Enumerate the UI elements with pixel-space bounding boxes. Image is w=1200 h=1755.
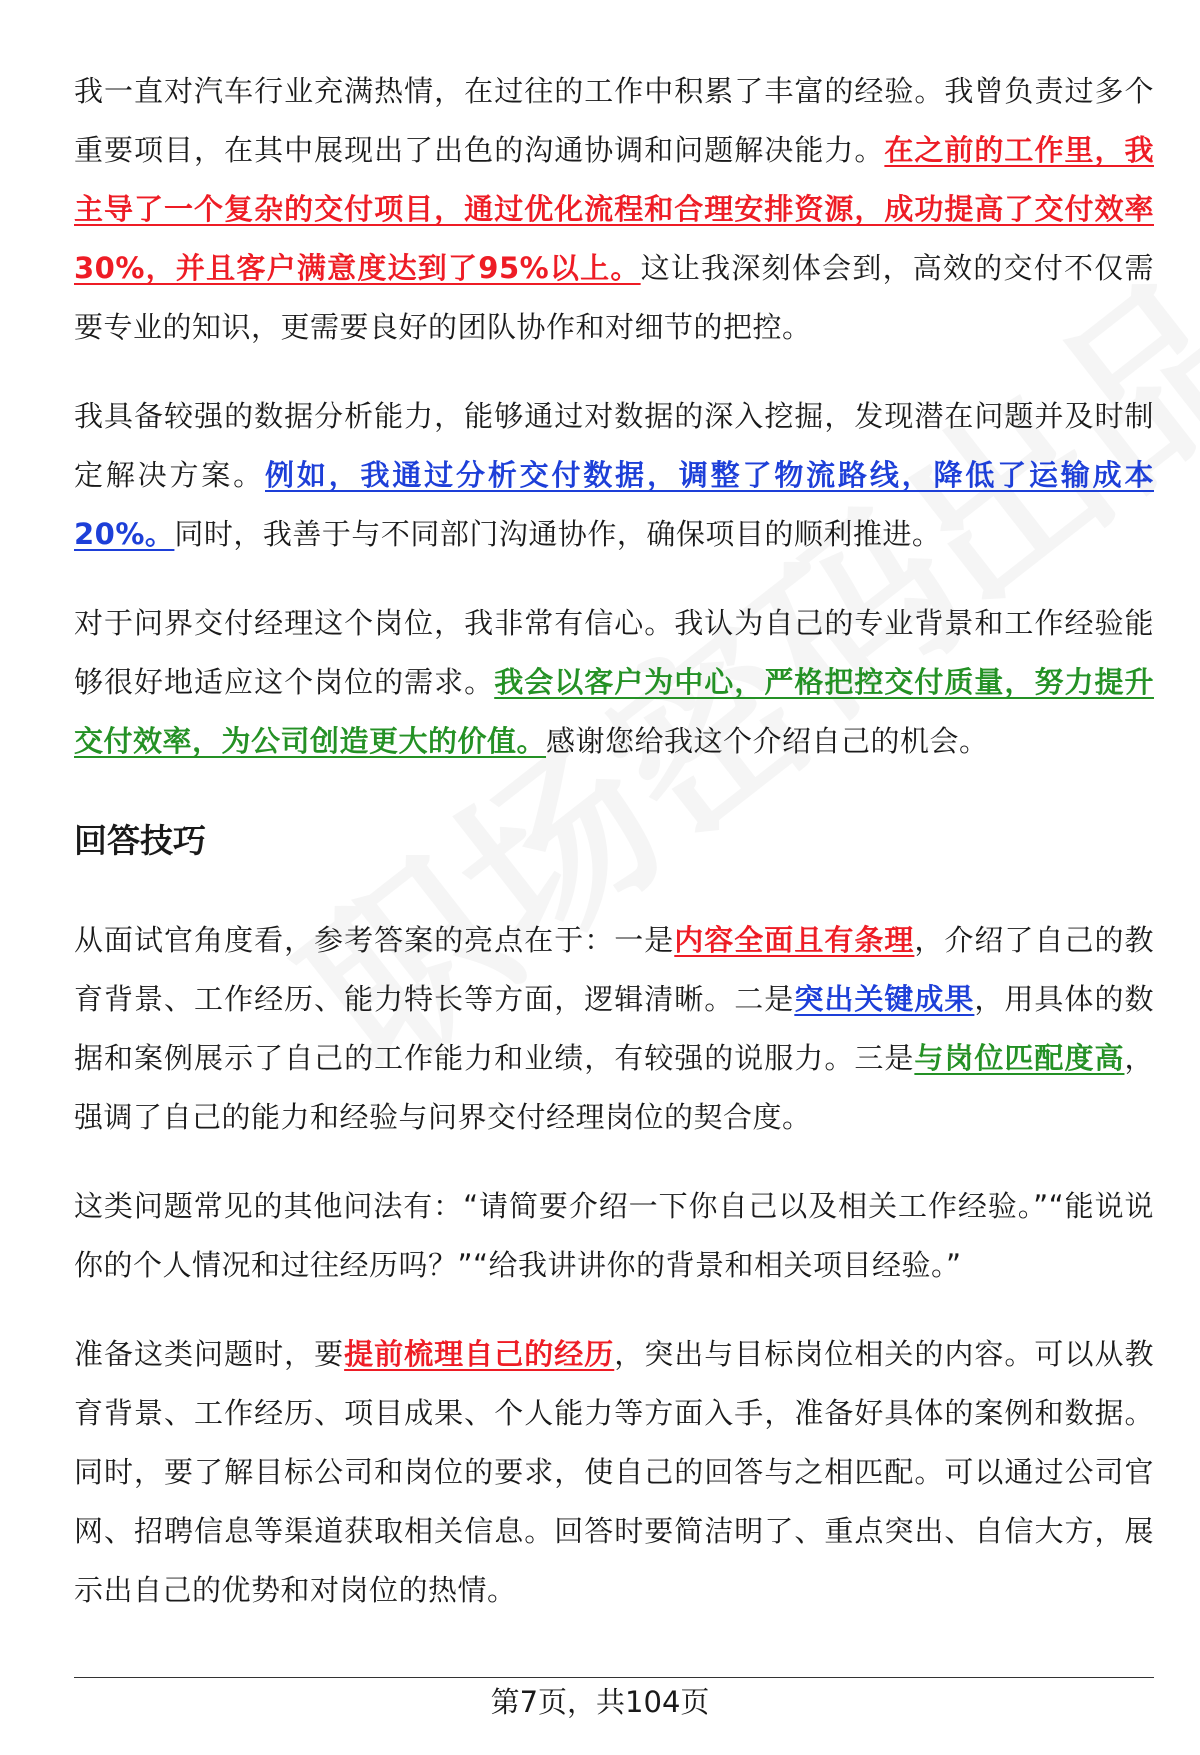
highlight-green: 我会以客户为中心，严格把控交付质量，努力提升交付效率，为公司创造更大的价值。 xyxy=(74,665,1154,758)
answer-section xyxy=(74,62,1154,771)
tips-paragraph xyxy=(74,1177,1154,1295)
paragraphs-paragraph xyxy=(74,62,1154,357)
text-run: ，用具体的数据和案例展示了自己的工作能力和业绩，有较强的说服力。三是 xyxy=(74,982,1154,1075)
text-run: 我具备较强的数据分析能力，能够通过对数据的深入挖掘，发现潜在问题并及时制定解决方案。 xyxy=(74,399,1154,492)
footer-divider xyxy=(74,1677,1154,1678)
tips-paragraph xyxy=(74,1325,1154,1620)
section-heading: 回答技巧 xyxy=(74,821,206,860)
text-run: 这让我深刻体会到，高效的交付不仅需要专业的知识，更需要良好的团队协作和对细节的把控。 xyxy=(74,251,1154,344)
highlight-red: 内容全面且有条理 xyxy=(674,923,915,957)
text-run: 我一直对汽车行业充满热情，在过往的工作中积累了丰富的经验。我曾负责过多个重要项目，在其中展现出了出色的沟通协调和问题解决能力。 xyxy=(74,74,1154,167)
highlight-blue: 突出关键成果 xyxy=(794,982,975,1016)
text-run: 对于问界交付经理这个岗位，我非常有信心。我认为自己的专业背景和工作经验能够很好地适应这个岗位的需求。 xyxy=(74,606,1154,699)
text-run: ，介绍了自己的教育背景、工作经历、能力特长等方面，逻辑清晰。二是 xyxy=(74,923,1154,1016)
paragraphs-paragraph xyxy=(74,594,1154,771)
text-run: 同时，我善于与不同部门沟通协作，确保项目的顺利推进。 xyxy=(174,517,942,551)
highlight-red: 在之前的工作里，我主导了一个复杂的交付项目，通过优化流程和合理安排资源，成功提高了交付效率30%，并且客户满意度达到了95%以上。 xyxy=(74,133,1154,285)
text-run: ，强调了自己的能力和经验与问界交付经理岗位的契合度。 xyxy=(74,1041,1154,1134)
highlight-blue: 例如，我通过分析交付数据，调整了物流路线，降低了运输成本20%。 xyxy=(74,458,1154,551)
text-run: 这类问题常见的其他问法有：“请简要介绍一下你自己以及相关工作经验。”“能说说你的个人情况和过往经历吗？”“给我讲讲你的背景和相关项目经验。” xyxy=(74,1189,1154,1282)
text-run: 准备这类问题时，要 xyxy=(74,1337,345,1371)
document-body xyxy=(74,62,1154,1650)
tips-paragraph xyxy=(74,911,1154,1147)
text-run: 感谢您给我这个介绍自己的机会。 xyxy=(546,724,989,758)
tips-section xyxy=(74,911,1154,1620)
highlight-green: 与岗位匹配度高 xyxy=(914,1041,1125,1075)
text-run: 从面试官角度看，参考答案的亮点在于：一是 xyxy=(74,923,675,957)
paragraphs-paragraph xyxy=(74,387,1154,564)
highlight-red: 提前梳理自己的经历 xyxy=(344,1337,615,1371)
text-run: ，突出与目标岗位相关的内容。可以从教育背景、工作经历、项目成果、个人能力等方面入手，准备好具体的案例和数据。同时，要了解目标公司和岗位的要求，使自己的回答与之相匹配。可以通过公司官网、招聘信息等渠道获取相关信息。回答时要简洁明了、重点突出、自信大方，展示出自己的优势和对岗位的热情。 xyxy=(74,1337,1154,1607)
page-number: 第7页，共104页 xyxy=(490,1685,710,1719)
